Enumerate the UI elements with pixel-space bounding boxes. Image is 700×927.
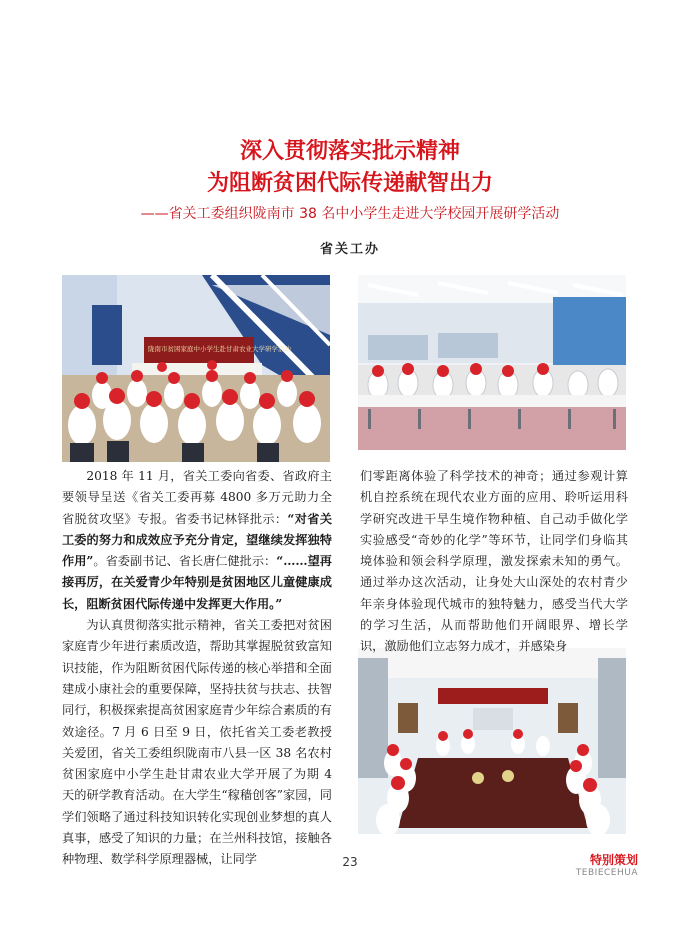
section-label: 特别策划 bbox=[589, 853, 638, 867]
photo-conference-hall bbox=[358, 275, 626, 450]
paragraph-1 bbox=[62, 466, 332, 615]
paragraph-1-text-a: 2018 年 11 月，省关工委向省委、省政府主要领导呈送《省关工委再募 4800 多万元助力全省脱贫攻坚》专报。省委书记林铎批示： bbox=[62, 469, 332, 526]
article-column-right bbox=[360, 466, 628, 658]
title-line-1: 深入贯彻落实批示精神 bbox=[239, 138, 460, 164]
title-line-2: 为阻断贫困代际传递献智出力 bbox=[206, 170, 493, 196]
paragraph-1-text-c: 。省委副书记、省长唐仁健批示： bbox=[93, 554, 277, 569]
page-number: 23 bbox=[342, 855, 358, 869]
photo-hall-illustration bbox=[358, 275, 626, 450]
photo-meeting-illustration bbox=[62, 275, 330, 462]
subtitle: ——省关工委组织陇南市 38 名中小学生走进大学校园开展研学活动 bbox=[140, 206, 560, 222]
paragraph-2-continued: 们零距离体验了科学技术的神奇；通过参观计算机自控系统在现代农业方面的应用、聆听运用科学研究改进干旱生境作物种植、自己动手做化学实验感受“奇妙的化学”等环节，让同学们身临其境体验和领会科学原理，激发探索未知的勇气。通过举办这次活动，让身处大山深处的农村青少年亲身体验现代城市的独特魅力，感受当代大学的学习生活，从而帮助他们开阔眼界、增长学识，激励他们立志努力成才，并感染身 bbox=[360, 469, 628, 654]
photo-banner-text: 陇南市贫困家庭中小学生赴甘肃农业大学研学活动 bbox=[148, 345, 291, 353]
author: 省关工办 bbox=[319, 242, 380, 257]
paragraph-1-quote-2: “……望再接再厉，在关爱青少年特别是贫困地区儿童健康成长，阻断贫困代际传递中发挥更大作用。” bbox=[62, 554, 332, 611]
article-column-left bbox=[62, 466, 332, 871]
photo-seminar-illustration bbox=[358, 648, 626, 834]
photo-meeting-students bbox=[62, 275, 330, 462]
photo-seminar-room bbox=[358, 648, 626, 834]
section-label-en: TEBIECEHUA bbox=[575, 868, 638, 878]
paragraph-2: 为认真贯彻落实批示精神，省关工委把对贫困家庭青少年进行素质改造，帮助其掌握脱贫致富知识技能，作为阻断贫困代际传递的核心举措和全面建成小康社会的重要保障，坚持扶贫与扶志、扶智同行，积极探索提高贫困家庭青少年综合素质的有效途径。7 月 6 日至 9 日，依托省关工委老教授关爱团，省关工委组织陇南市八县一区 38 名农村贫困家庭中小学生赴甘肃农业大学开展了为期 4 天的研学教育活动。在大学生“稼穑创客”家园，同学们领略了通过科技知识转化实现创业梦想的真人真事，感受了知识的力量；在兰州科技馆，接触各种物理、数学科学原理器械，让同学 bbox=[62, 618, 332, 867]
paragraph-1-quote-1: “对省关工委的努力和成效应予充分肯定，望继续发挥独特作用” bbox=[62, 511, 333, 569]
